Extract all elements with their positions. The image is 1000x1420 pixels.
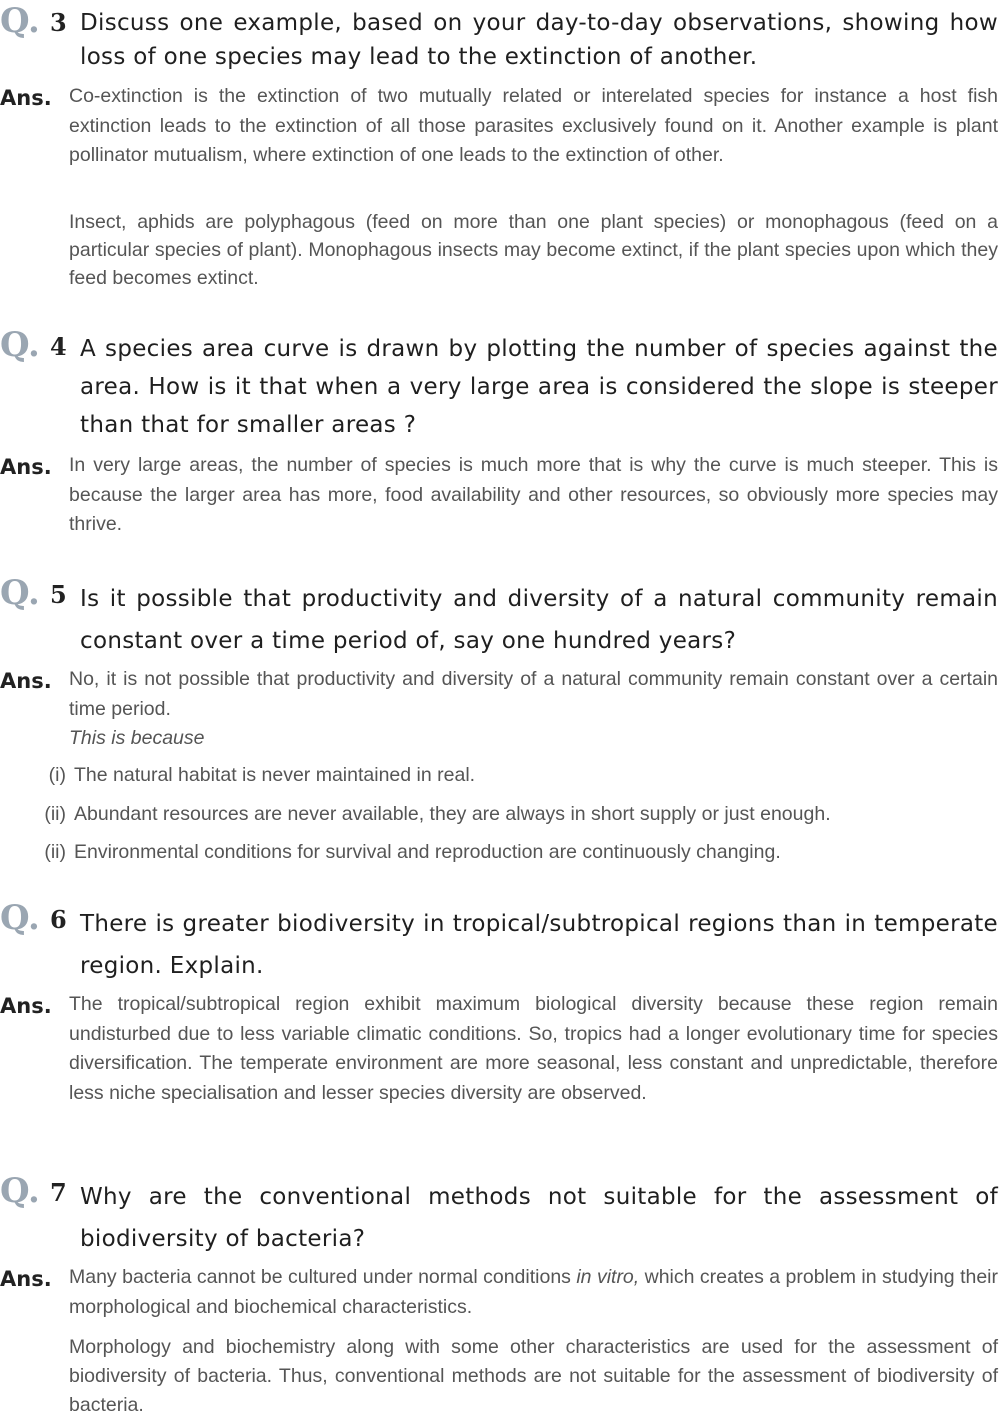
answer-label: Ans. [0, 1267, 52, 1291]
q-mark-icon: Q. [0, 898, 40, 938]
answer-label: Ans. [0, 669, 52, 693]
answer-label: Ans. [0, 994, 52, 1018]
answer-paragraph: The tropical/subtropical region exhibit maximum biological diversity because these region remain undisturbed due to less variable climatic conditions. So, tropics had a longer evolutionary time for species diversification. The temperate environment are more seasonal, less constant and unpredictable, therefore less niche specialisation and lesser species diversity are observed. [69, 993, 998, 1104]
q-mark-icon: Q. [0, 573, 40, 613]
question-number: 6 [50, 905, 67, 934]
question-text: Why are the conventional methods not suitable for the assessment of biodiversity of bacteria? [80, 1184, 998, 1252]
question-text: Discuss one example, based on your day-to-day observations, showing how loss of one species may lead to the extinction of another. [80, 10, 998, 70]
answer-7-part-2 [69, 1333, 998, 1420]
question-number: 5 [50, 580, 67, 609]
answer-6 [69, 990, 998, 1108]
answer-label: Ans. [0, 86, 52, 110]
list-item: (ii) Abundant resources are never available, they are always in short supply or just enough. [44, 803, 831, 825]
question-text: Is it possible that productivity and diversity of a natural community remain constant over a time period of, say one hundred years? [80, 586, 998, 654]
answer-paragraph: Co-extinction is the extinction of two mutually related or interelated species for instance a host fish extinction leads to the extinction of all those parasites exclusively found on it. Another example is plant pollinator mutualism, where extinction of one leads to the extinction of other. [69, 85, 998, 166]
answer-paragraph: Morphology and biochemistry along with some other characteristics are used for the assessment of biodiversity of bacteria. Thus, conventional methods are not suitable for the assessment of biodiversity of bacteria. [69, 1336, 998, 1416]
q-mark-icon: Q. [0, 1, 40, 41]
answer-paragraph: No, it is not possible that productivity and diversity of a natural community remain constant over a certain time period. [69, 668, 998, 720]
question-text: There is greater biodiversity in tropical/subtropical regions than in temperate region. Explain. [80, 911, 998, 979]
answer-4 [69, 451, 998, 540]
answer-3 [69, 82, 998, 171]
question-number: 7 [50, 1178, 67, 1207]
question-text: A species area curve is drawn by plotting the number of species against the area. How is it that when a very large area is considered the slope is steeper than that for smaller areas ? [80, 336, 998, 438]
question-number: 3 [50, 8, 67, 37]
answer-paragraph: Insect, aphids are polyphagous (feed on more than one plant species) or monophagous (feed on a particular species of plant). Monophagous insects may become extinct, if the plant species upon which they feed becomes extinct. [69, 211, 998, 289]
answer-intro: This is because [69, 727, 205, 749]
answer-3-part-2 [69, 208, 998, 292]
q-mark-icon: Q. [0, 325, 40, 365]
list-item: (i) The natural habitat is never maintained in real. [48, 764, 476, 786]
answer-label: Ans. [0, 455, 52, 479]
answer-paragraph: In very large areas, the number of species is much more that is why the curve is much steeper. This is because the larger area has more, food availability and other resources, so obviously more species may thrive. [69, 454, 998, 535]
q-mark-icon: Q. [0, 1171, 40, 1211]
answer-paragraph: Many bacteria cannot be cultured under normal conditions in vitro, which creates a problem in studying their morphological and biochemical characteristics. [69, 1266, 998, 1318]
answer-7 [69, 1263, 998, 1322]
answer-5 [69, 665, 998, 754]
question-number: 4 [50, 332, 67, 361]
list-item: (ii) Environmental conditions for survival and reproduction are continuously changing. [44, 841, 781, 863]
